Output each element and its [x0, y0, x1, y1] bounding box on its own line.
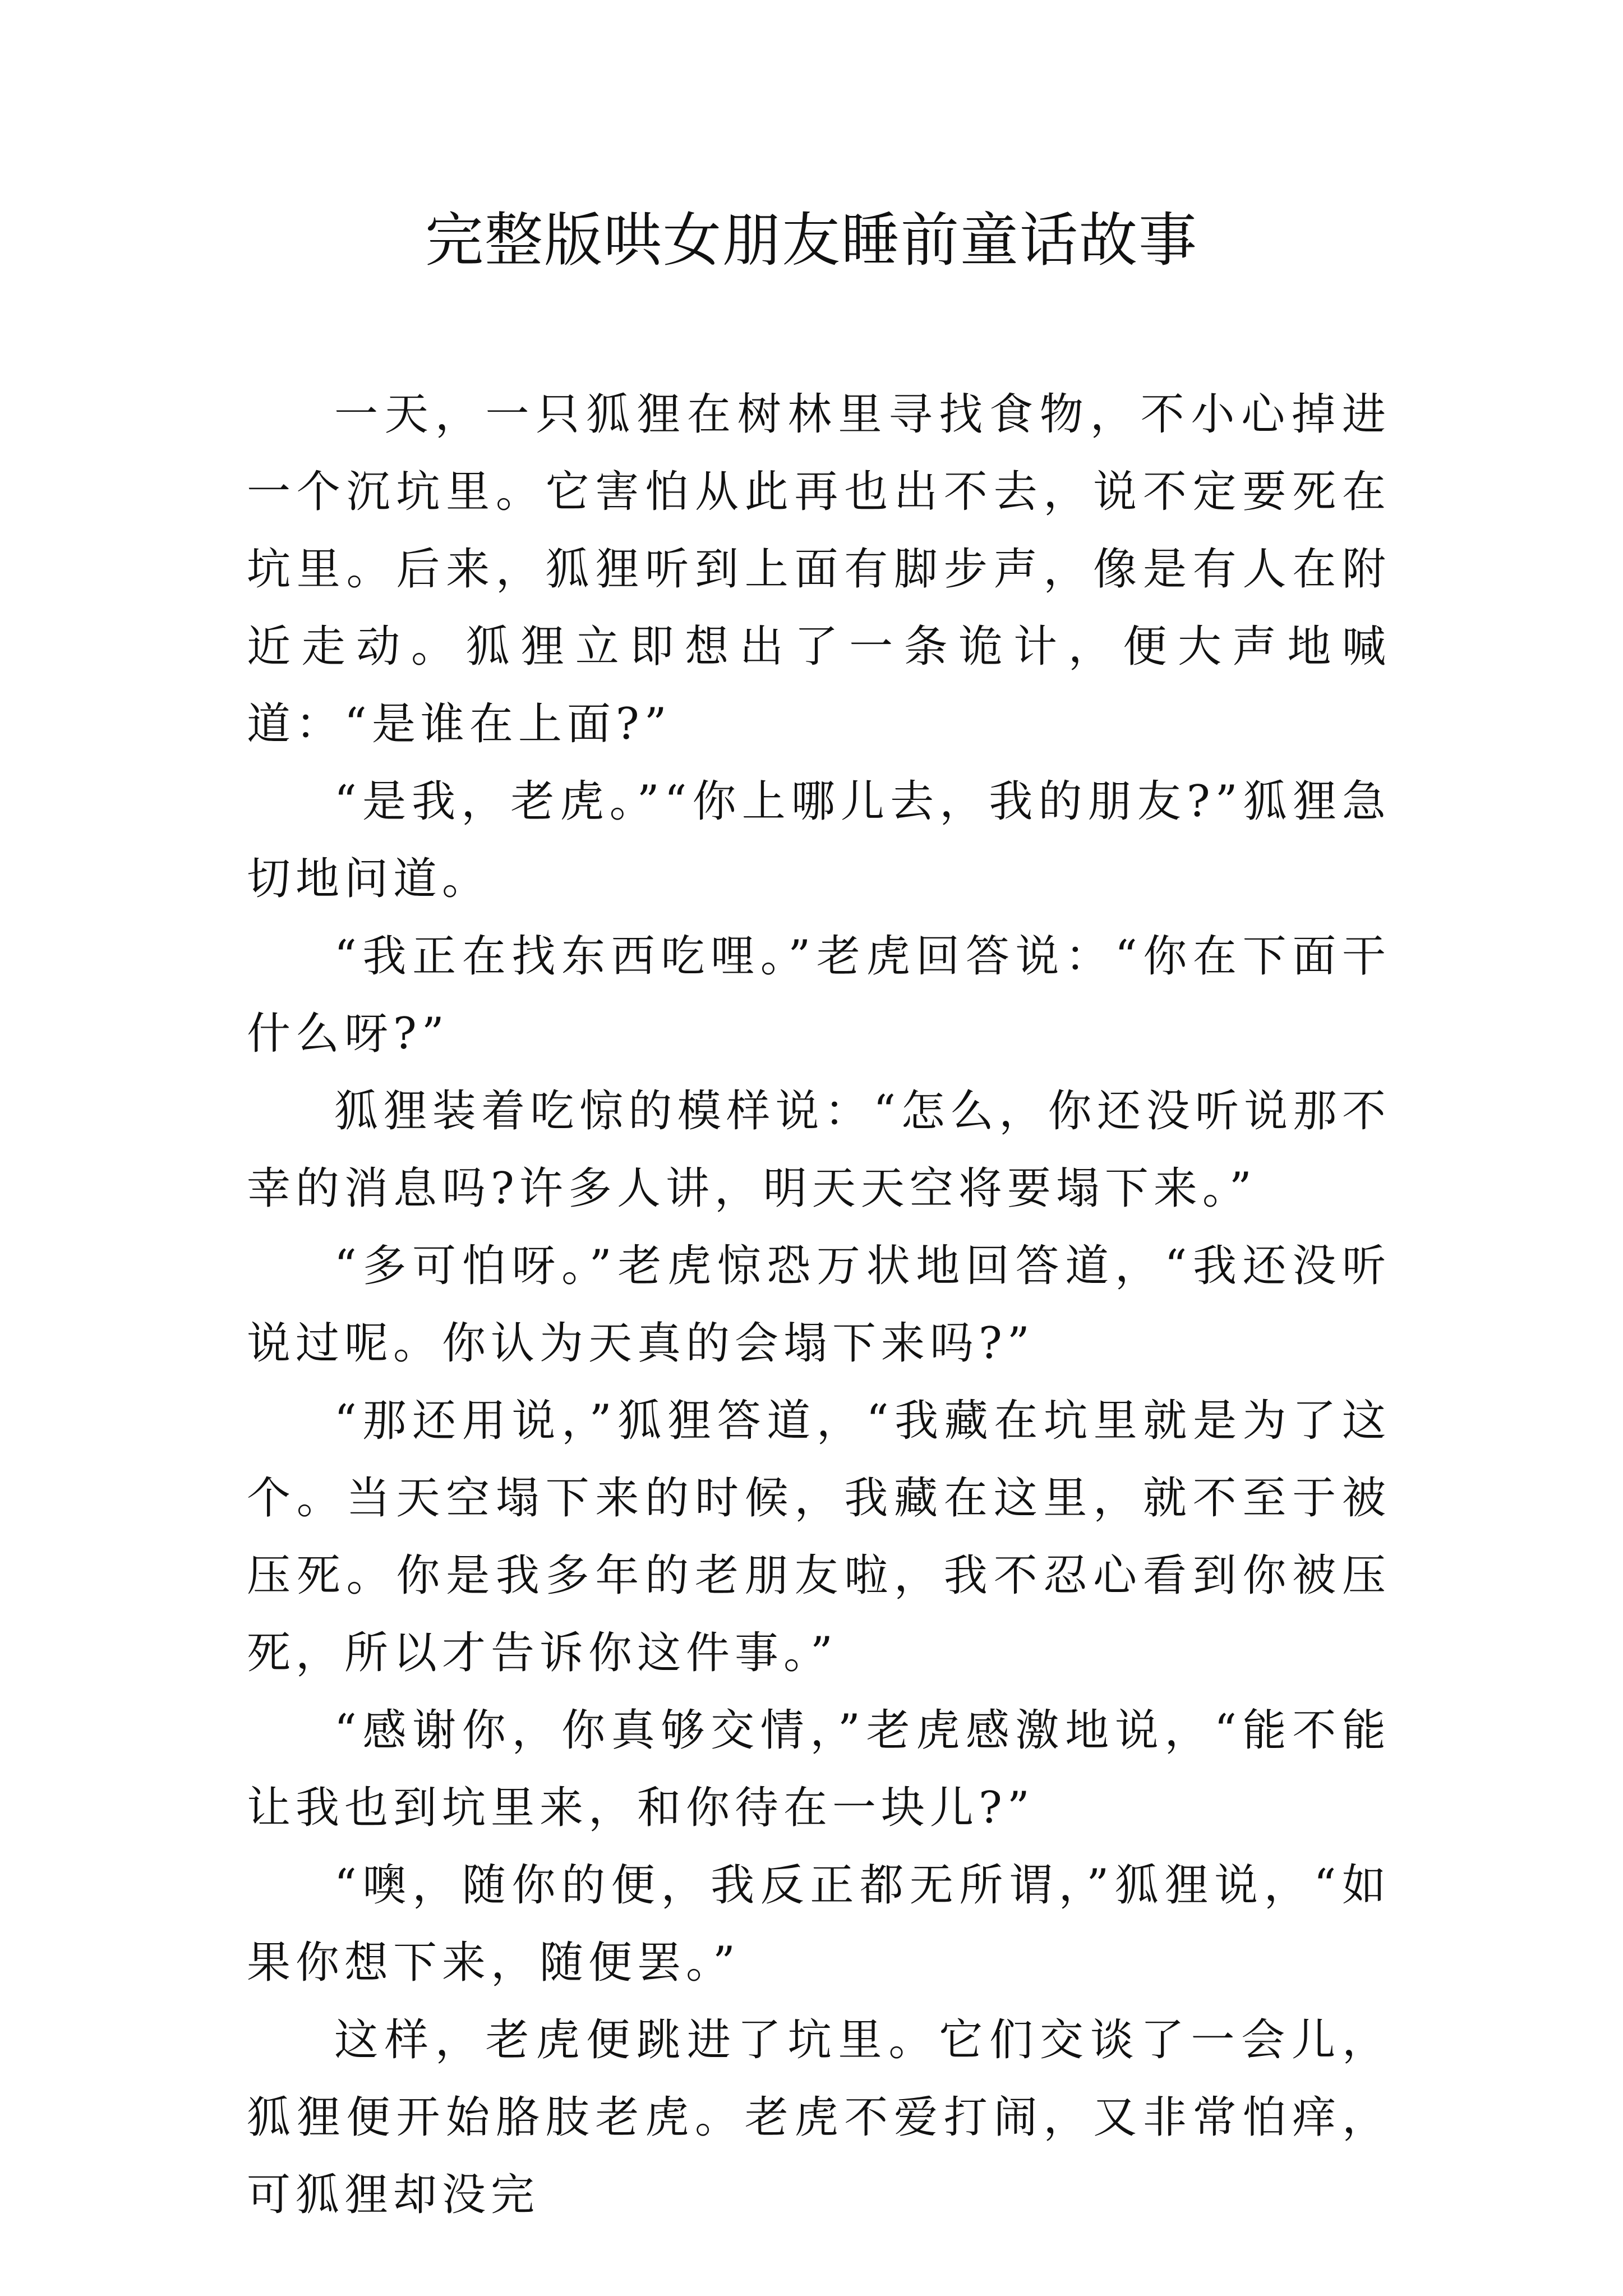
paragraph: 狐狸装着吃惊的模样说：“怎么，你还没听说那不幸的消息吗?许多人讲，明天天空将要塌下来。”: [247, 1086, 1391, 1214]
paragraph: “是我，老虎。”“你上哪儿去，我的朋友?”狐狸急切地问道。: [247, 776, 1391, 904]
paragraph: 一天，一只狐狸在树林里寻找食物，不小心掉进一个沉坑里。它害怕从此再也出不去，说不定要死在坑里。后来，狐狸听到上面有脚步声，像是有人在附近走动。狐狸立即想出了一条诡计，便大声地喊道：“是谁在上面?”: [247, 389, 1391, 749]
paragraph: “噢，随你的便，我反正都无所谓，”狐狸说，“如果你想下来，随便罢。”: [247, 1860, 1391, 1988]
paragraph: “我正在找东西吃哩。”老虎回答说：“你在下面干什么呀?”: [247, 931, 1391, 1059]
paragraph: 这样，老虎便跳进了坑里。它们交谈了一会儿，狐狸便开始胳肢老虎。老虎不爱打闹，又非常怕痒，可狐狸却没完: [247, 2015, 1391, 2220]
paragraph: “多可怕呀。”老虎惊恐万状地回答道，“我还没听说过呢。你认为天真的会塌下来吗?”: [247, 1241, 1391, 1369]
paragraph: “那还用说，”狐狸答道，“我藏在坑里就是为了这个。当天空塌下来的时候，我藏在这里，就不至于被压死。你是我多年的老朋友啦，我不忍心看到你被压死，所以才告诉你这件事。”: [247, 1396, 1391, 1678]
document-body: [247, 376, 1391, 2234]
document-title: 完整版哄女朋友睡前童话故事: [425, 206, 1198, 274]
paragraph: “感谢你，你真够交情，”老虎感激地说，“能不能让我也到坑里来，和你待在一块儿?”: [247, 1705, 1391, 1833]
